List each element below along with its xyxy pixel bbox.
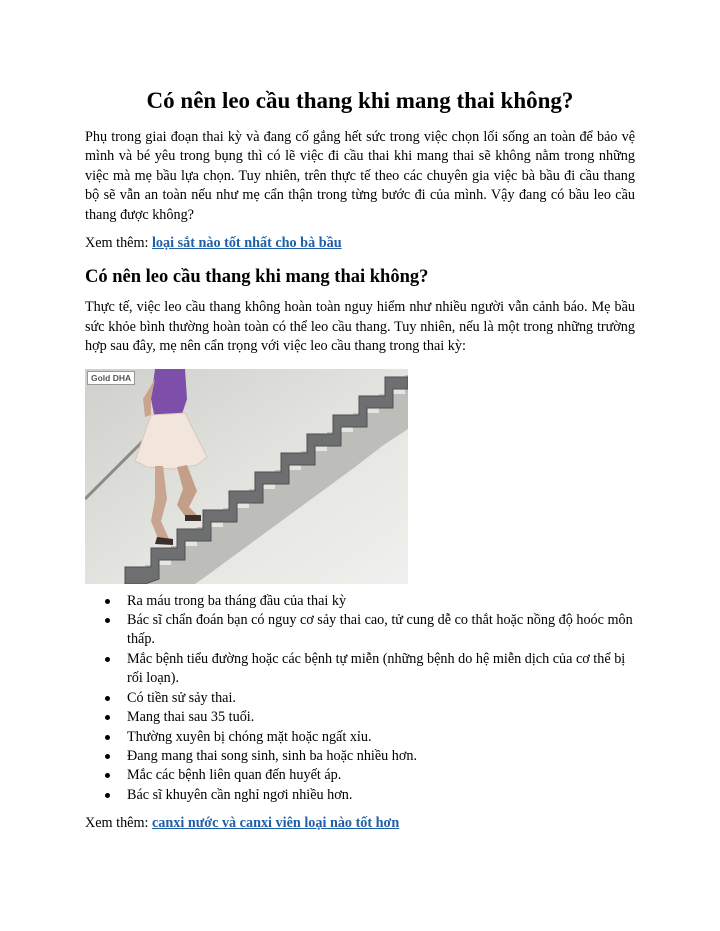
page-title: Có nên leo cầu thang khi mang thai không? — [146, 88, 574, 113]
list-item-text: Bác sĩ khuyên cần nghỉ ngơi nhiều hơn. — [127, 786, 353, 803]
see-more-2-prefix: Xem thêm: — [85, 815, 152, 832]
see-more-1-prefix: Xem thêm: — [85, 235, 152, 252]
list-item-text: Mang thai sau 35 tuổi. — [127, 709, 255, 726]
list-item — [127, 708, 635, 727]
risk-list — [85, 592, 635, 805]
list-item-text: Mắc bệnh tiểu đường hoặc các bệnh tự miễn (những bệnh do hệ miễn dịch của cơ thể bị rối loạn). — [127, 650, 626, 687]
bullet-icon — [105, 793, 110, 798]
list-item-text: Ra máu trong ba tháng đầu của thai kỳ — [127, 592, 347, 609]
section-heading: Có nên leo cầu thang khi mang thai không? — [85, 267, 429, 288]
see-more-2-link[interactable]: canxi nước và canxi viên loại nào tốt hơn — [151, 815, 400, 832]
bullet-icon — [105, 618, 110, 623]
list-item — [127, 650, 635, 689]
intro-paragraph: Phụ trong giai đoạn thai kỳ và đang cố gắng hết sức trong việc chọn lối sống an toàn để bảo vệ mình và bé yêu trong bụng thì có lẽ việc đi cầu thai khi mang thai sẽ không nằm trong những việc mà mẹ bầu lựa chọn. Tuy nhiên, trên thực tế theo các chuyên gia việc bà bầu đi cầu thang bộ sẽ vẫn an toàn nếu như mẹ cẩn thận trong từng bước đi của mình. Vậy đang có bầu leo cầu thang được không? — [85, 129, 635, 223]
bullet-icon — [105, 696, 110, 701]
list-item — [127, 728, 635, 747]
list-item — [127, 786, 635, 805]
list-item — [127, 611, 635, 650]
bullet-icon — [105, 657, 110, 662]
bullet-icon — [105, 599, 110, 604]
list-item — [127, 592, 635, 611]
stair-photo-drawing — [85, 369, 408, 584]
document-page — [85, 86, 635, 834]
see-more-1 — [85, 234, 635, 253]
list-item-text: Đang mang thai song sinh, sinh ba hoặc nhiều hơn. — [127, 747, 418, 764]
stair-photo — [85, 369, 408, 584]
list-item-text: Thường xuyên bị chóng mặt hoặc ngất xỉu. — [127, 728, 372, 745]
list-item-text: Có tiền sử sảy thai. — [127, 689, 236, 706]
bullet-icon — [105, 754, 110, 759]
list-item — [127, 689, 635, 708]
list-item — [127, 747, 635, 766]
bullet-icon — [105, 773, 110, 778]
woman-shoe-right — [185, 515, 201, 521]
list-item-text: Mắc các bệnh liên quan đến huyết áp. — [127, 767, 342, 784]
bullet-icon — [105, 735, 110, 740]
list-item — [127, 766, 635, 785]
see-more-2 — [85, 814, 635, 833]
woman-top — [151, 369, 187, 419]
list-item-text: Bác sĩ chẩn đoán bạn có nguy cơ sảy thai cao, tử cung dễ co thắt hoặc nồng độ hoóc môn thấp. — [127, 612, 633, 648]
section-paragraph: Thực tế, việc leo cầu thang không hoàn toàn nguy hiểm như nhiều người vẫn cảnh báo. Mẹ bầu sức khỏe bình thường hoàn toàn có thể leo cầu thang. Tuy nhiên, nếu là một trong những trường hợp sau đây, mẹ nên cẩn trọng với việc leo cầu thang trong thai kỳ: — [85, 299, 635, 355]
bullet-icon — [105, 715, 110, 720]
image-badge: Gold DHA — [87, 371, 135, 385]
see-more-1-link[interactable]: loại sắt nào tốt nhất cho bà bầu — [151, 235, 342, 252]
